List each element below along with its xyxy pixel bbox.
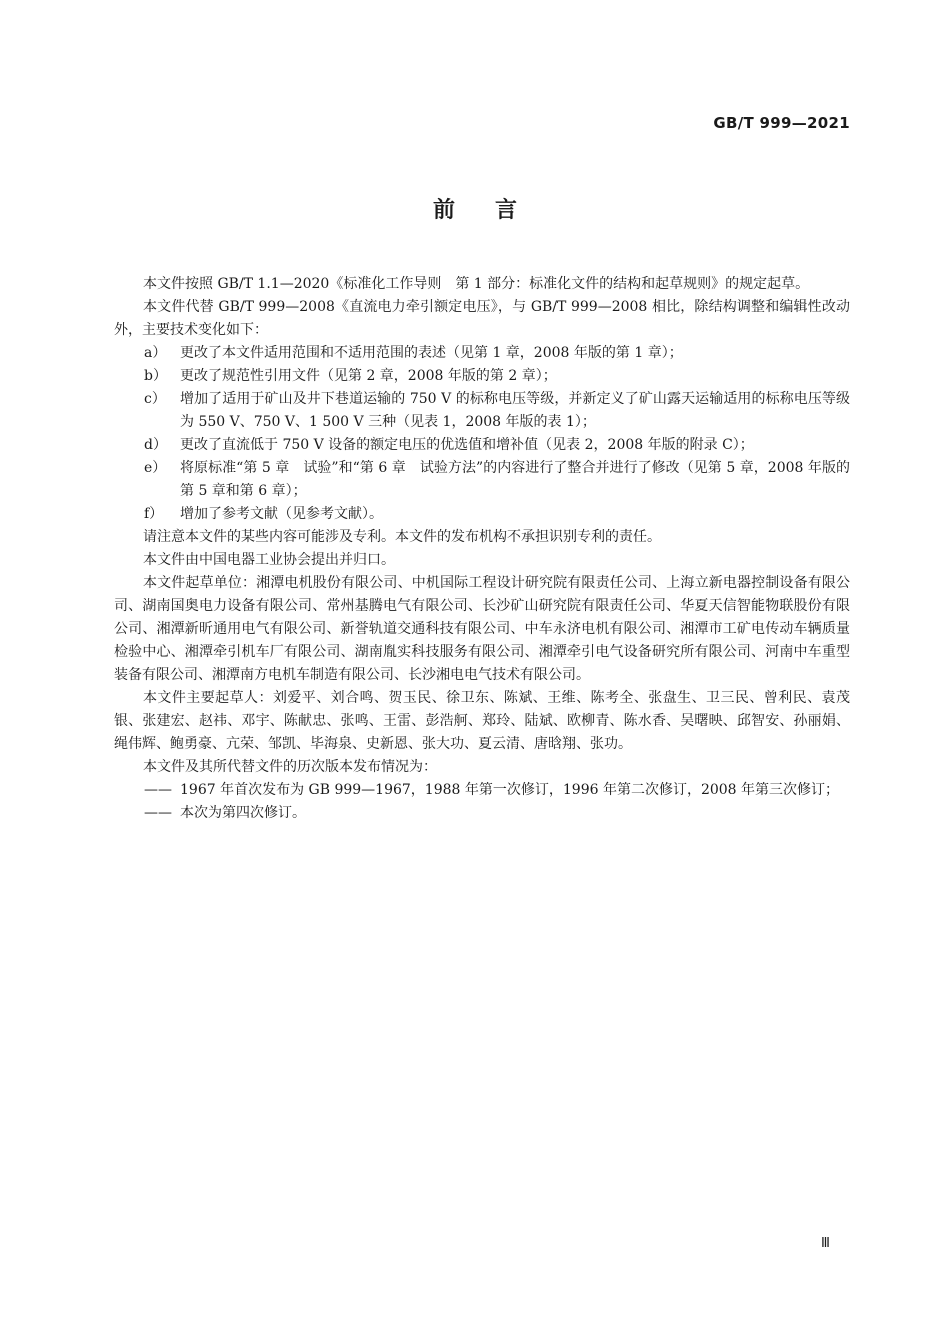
list-marker: a） (144, 345, 167, 361)
paragraph-replacement: 本文件代替 GB/T 999—2008《直流电力牵引额定电压》，与 GB/T 999—2008 相比，除结构调整和编辑性改动外，主要技术变化如下： (114, 299, 850, 338)
paragraph-drafting-units: 本文件起草单位：湘潭电机股份有限公司、中机国际工程设计研究院有限责任公司、上海立新电器控制设备有限公司、湖南国奥电力设备有限公司、常州基腾电气有限公司、长沙矿山研究院有限责任公司、华夏天信智能物联股份有限公司、湘潭新昕通用电气有限公司、新誉轨道交通科技有限公司、中车永济电机有限公司、湘潭市工矿电传动车辆质量检验中心、湘潭牵引机车厂有限公司、湖南胤实科技服务有限公司、湘潭牵引电气设备研究所有限公司、河南中车重型装备有限公司、湘潭南方电机车制造有限公司、长沙湘电电气技术有限公司。 (114, 575, 850, 683)
list-item-text: 更改了本文件适用范围和不适用范围的表述（见第 1 章，2008 年版的第 1 章）； (180, 345, 683, 361)
list-item-text: 增加了适用于矿山及井下巷道运输的 750 V 的标称电压等级，并新定义了矿山露天运输适用的标称电压等级为 550 V、750 V、1 500 V 三种（见表 1，2008 年版的表 1）； (180, 391, 850, 430)
paragraph-history-intro: 本文件及其所代替文件的历次版本发布情况为： (143, 759, 437, 775)
list-marker: e） (144, 460, 167, 476)
list-marker: d） (144, 437, 167, 453)
list-item (114, 457, 850, 503)
list-marker: c） (144, 391, 166, 407)
page-title: 前言 (432, 198, 557, 223)
list-marker: —— (144, 805, 172, 821)
foreword-body (114, 273, 850, 825)
paragraph-patent-notice: 请注意本文件的某些内容可能涉及专利。本文件的发布机构不承担识别专利的责任。 (143, 529, 661, 545)
paragraph-drafters: 本文件主要起草人：刘爱平、刘合鸣、贺玉民、徐卫东、陈斌、王维、陈考全、张盘生、卫三民、曾利民、袁茂银、张建宏、赵祎、邓宇、陈献忠、张鸣、王雷、彭浩舸、郑玲、陆斌、欧柳青、陈水香、吴曙映、邱智安、孙丽娟、绳伟辉、鲍勇豪、亢荣、邹凯、毕海泉、史新恩、张大功、夏云清、唐晗翔、张功。 (114, 690, 850, 752)
list-marker: b） (144, 368, 167, 384)
standard-code: GB/T 999—2021 (713, 114, 850, 132)
list-item (114, 434, 850, 457)
list-item (114, 342, 850, 365)
list-item (114, 365, 850, 388)
list-item-text: 本次为第四次修订。 (180, 805, 306, 821)
list-item-text: 增加了参考文献（见参考文献）。 (180, 506, 383, 522)
list-item-text: 更改了规范性引用文件（见第 2 章，2008 年版的第 2 章）； (180, 368, 557, 384)
paragraph-drafting-rules: 本文件按照 GB/T 1.1—2020《标准化工作导则 第 1 部分：标准化文件的结构和起草规则》的规定起草。 (143, 276, 810, 292)
list-marker: —— (144, 782, 172, 798)
list-marker: f） (144, 506, 164, 522)
paragraph-proposer: 本文件由中国电器工业协会提出并归口。 (143, 552, 395, 568)
history-list (114, 779, 850, 825)
list-item-text: 1967 年首次发布为 GB 999—1967，1988 年第一次修订，1996 年第二次修订，2008 年第三次修订； (180, 782, 840, 798)
changes-list (114, 342, 850, 526)
page-number: Ⅲ (821, 1236, 830, 1251)
list-item-text: 更改了直流低于 750 V 设备的额定电压的优选值和增补值（见表 2，2008 年版的附录 C）； (180, 437, 754, 453)
list-item (114, 802, 850, 825)
list-item (114, 503, 850, 526)
list-item-text: 将原标准“第 5 章 试验”和“第 6 章 试验方法”的内容进行了整合并进行了修改（见第 5 章，2008 年版的第 5 章和第 6 章）； (180, 460, 850, 499)
list-item (114, 779, 850, 802)
list-item (114, 388, 850, 434)
